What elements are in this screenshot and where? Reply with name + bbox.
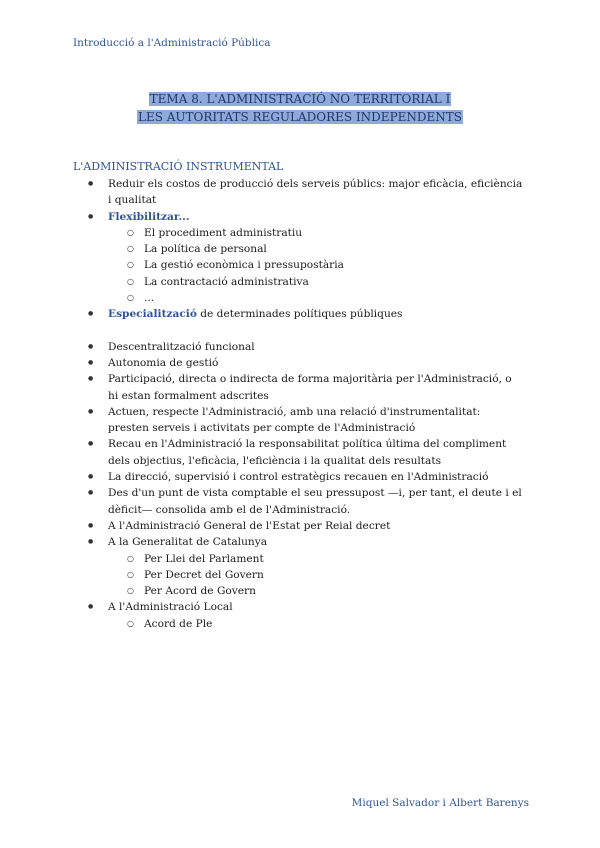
list-item-especialitzacio — [73, 306, 523, 322]
bold-term: Especialització — [108, 308, 197, 321]
content-list — [73, 176, 523, 632]
list-item: ● Participació, directa o indirecta de forma majoritària per l'Administració, o hi estan formalment adscrites — [73, 371, 523, 404]
sub-list-item: ○ El procediment administratiu — [73, 225, 523, 241]
sub-list-item: ○ ... — [73, 290, 523, 306]
sub-list-item: ○ Per Decret del Govern — [73, 567, 523, 583]
list-item: ● Actuen, respecte l'Administració, amb una relació d'instrumentalitat: presten serveis i activitats per compte de l'Administració — [73, 404, 523, 437]
page-header: Introducció a l'Administració Pública — [73, 37, 271, 49]
title-line-1: TEMA 8. L'ADMINISTRACIÓ NO TERRITORIAL I — [149, 92, 451, 106]
title-line-2: LES AUTORITATS REGULADORES INDEPENDENTS — [137, 110, 463, 124]
list-item: ● Des d'un punt de vista comptable el seu pressupost —i, per tant, el deute i el dèficit— consolida amb el de l'Administració. — [73, 485, 523, 518]
sub-list-item: ○ La contractació administrativa — [73, 274, 523, 290]
page-footer: Miquel Salvador i Albert Barenys — [351, 797, 529, 809]
sub-list-item: ○ La gestió econòmica i pressupostària — [73, 257, 523, 273]
sub-list-item: ○ La política de personal — [73, 241, 523, 257]
sub-list-item: ○ Acord de Ple — [73, 616, 523, 632]
bullet-list-1 — [73, 176, 523, 323]
list-item-flexibilitzar: ● Flexibilitzar... — [73, 209, 523, 225]
section-heading: L'ADMINISTRACIÓ INSTRUMENTAL — [73, 160, 284, 173]
bullet-list-2 — [73, 339, 523, 632]
sub-list-item: ○ Per Llei del Parlament — [73, 551, 523, 567]
list-item: ● A l'Administració Local — [73, 599, 523, 615]
list-item: ● Autonomia de gestió — [73, 355, 523, 371]
list-item: ● Descentralització funcional — [73, 339, 523, 355]
item-text: de determinades polítiques públiques — [196, 308, 403, 321]
spacer — [73, 323, 523, 339]
list-item: ● Reduir els costos de producció dels serveis públics: major eficàcia, eficiència i qualitat — [73, 176, 523, 209]
list-item: ● Recau en l'Administració la responsabilitat política última del compliment dels objectius, l'eficàcia, l'eficiència i la qualitat dels resultats — [73, 436, 523, 469]
list-item: ● A l'Administració General de l'Estat per Reial decret — [73, 518, 523, 534]
list-item: ● La direcció, supervisió i control estratègics recauen en l'Administració — [73, 469, 523, 485]
list-item: ● A la Generalitat de Catalunya — [73, 534, 523, 550]
sub-list-item: ○ Per Acord de Govern — [73, 583, 523, 599]
page-title — [0, 90, 600, 126]
